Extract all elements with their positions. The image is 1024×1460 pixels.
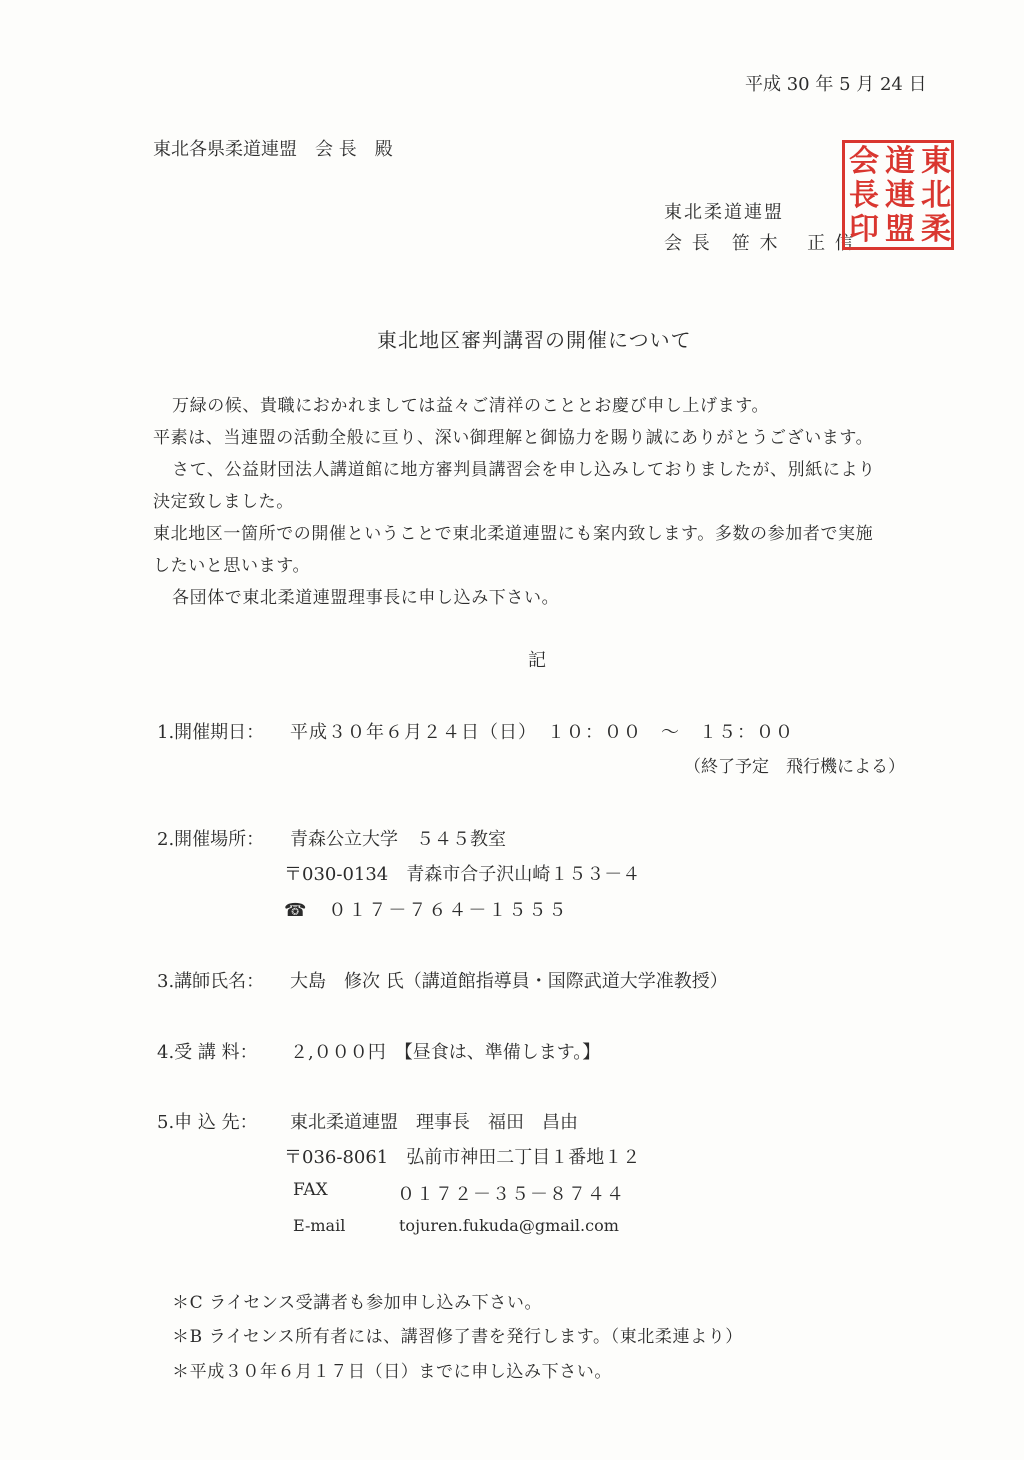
body-line: さて、公益財団法人講道館に地方審判員講習会を申し込みしておりましたが、別紙により xyxy=(172,460,876,480)
body-line: 東北地区一箇所での開催ということで東北柔道連盟にも案内致します。多数の参加者で実施 xyxy=(153,524,874,544)
note-line: ＊C ライセンス受講者も参加申し込み下さい。 xyxy=(172,1293,543,1313)
body-line: 万緑の候、貴職におかれましては益々ご清祥のこととお慶び申し上げます。 xyxy=(172,396,770,416)
body-line: 各団体で東北柔道連盟理事長に申し込み下さい。 xyxy=(172,588,560,608)
body-line: 決定致しました。 xyxy=(153,492,294,512)
item-apply-value: 東北柔道連盟 理事長 福田 昌由 xyxy=(290,1112,578,1133)
seal-column-2: 道 連 盟 xyxy=(885,144,915,247)
item-lecturer-label: 3.講師氏名： xyxy=(157,971,265,992)
fax-number: ０１７２－３５－８７４４ xyxy=(397,1184,625,1205)
body-line: したいと思います。 xyxy=(153,556,311,576)
item-place-value: 青森公立大学 ５４５教室 xyxy=(290,829,506,850)
seal-column-3: 会 長 印 xyxy=(849,144,879,247)
item-place-tel: ☎ ０１７－７６４－１５５５ xyxy=(284,900,569,921)
item-place-address: 〒030-0134 青森市合子沢山崎１５３－４ xyxy=(284,864,641,885)
fax-label: FAX xyxy=(293,1180,328,1200)
item-date-value: 平成３０年６月２４日（日） １０：００ ～ １５：００ xyxy=(290,722,794,743)
recipient: 東北各県柔道連盟 会 長 殿 xyxy=(153,139,393,160)
item-date-note: （終了予定 飛行機による） xyxy=(684,757,905,777)
seal-column-1: 東 北 柔 xyxy=(921,144,951,247)
item-fee-label: 4.受 講 料： xyxy=(157,1042,258,1063)
body-line: 平素は、当連盟の活動全般に亘り、深い御理解と御協力を賜り誠にありがとうございます。 xyxy=(153,428,874,448)
sender-name: 会 長 笹 木 正 信 xyxy=(664,233,855,254)
item-fee-value: ２,０００円 【昼食は、準備します。】 xyxy=(290,1042,601,1063)
note-line: ＊平成３０年６月１７日（日）までに申し込み下さい。 xyxy=(172,1362,612,1382)
document-title: 東北地区審判講習の開催について xyxy=(377,328,692,352)
item-date-label: 1.開催期日： xyxy=(157,722,265,743)
official-seal-stamp xyxy=(842,140,954,250)
item-apply-address: 〒036-8061 弘前市神田二丁目１番地１２ xyxy=(284,1147,641,1168)
document-date: 平成 30 年 5 月 24 日 xyxy=(745,74,927,95)
email-address: tojuren.fukuda@gmail.com xyxy=(399,1216,619,1235)
note-line: ＊B ライセンス所有者には、講習修了書を発行します。（東北柔連より） xyxy=(172,1327,743,1347)
item-lecturer-value: 大島 修次 氏（講道館指導員・国際武道大学准教授） xyxy=(290,971,728,992)
item-place-label: 2.開催場所： xyxy=(157,829,265,850)
ki-heading: 記 xyxy=(528,650,546,671)
email-label: E-mail xyxy=(293,1216,346,1235)
item-apply-label: 5.申 込 先： xyxy=(157,1112,258,1133)
sender-organization: 東北柔道連盟 xyxy=(664,202,784,223)
